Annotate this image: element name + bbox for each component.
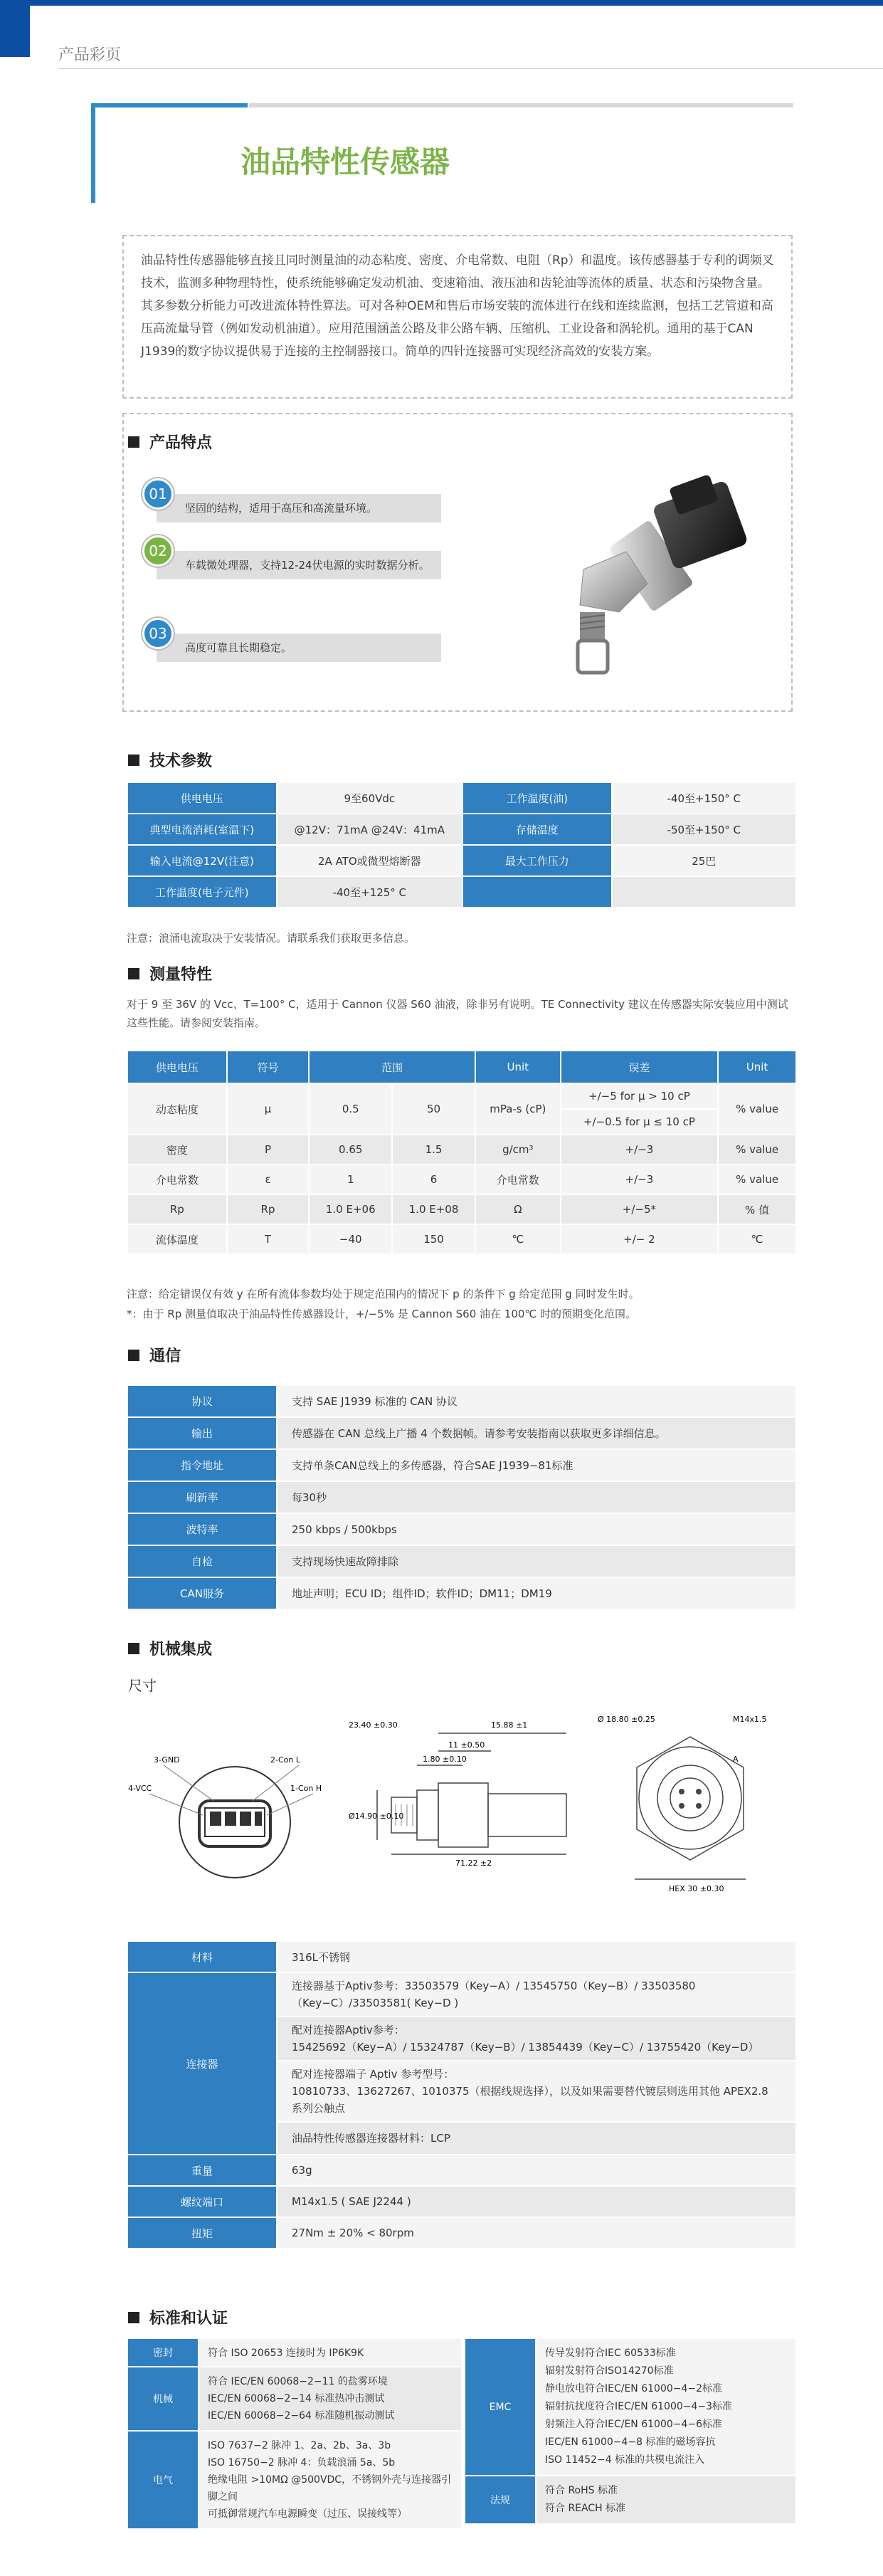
measure-symbol: T [227, 1224, 310, 1254]
comm-label: CAN服务 [127, 1577, 277, 1609]
std-line: IEC/EN 60068−2−14 标准热冲击测试 [208, 2393, 385, 2404]
measure-unit: g/cm³ [475, 1135, 561, 1165]
tech-value: 25巴 [612, 845, 796, 876]
sensor-image [541, 470, 761, 683]
measure-table [127, 1050, 797, 1255]
measure-name: Rp [127, 1194, 227, 1224]
measure-title-label: 测量特性 [149, 966, 213, 984]
feature-text: 高度可靠且长期稳定。 [157, 634, 441, 662]
connector-ref: 连接器基于Aptiv参考：33503579（Key−A）/ 13545750（Key−B）/ 33503580（Key−C）/33503581( Key−D ) [277, 1973, 795, 2017]
measure-unit: mPa-s (cP) [475, 1083, 561, 1135]
std-line: 符合 RoHS 标准 [545, 2485, 618, 2496]
comm-title [128, 1344, 181, 1366]
connector-mating [277, 2017, 795, 2061]
comm-value: 支持单条CAN总线上的多传感器，符合SAE J1939−81标准 [277, 1449, 796, 1481]
tech-label [462, 876, 612, 908]
mech-table [127, 1940, 797, 2249]
tech-value: -40至+125° C [277, 876, 462, 908]
section-bullet [128, 1350, 139, 1361]
measure-symbol: ε [227, 1165, 310, 1194]
feature-number: 03 [142, 618, 174, 649]
connector-face-drawing [128, 1723, 342, 1901]
measure-desc: 对于 9 至 36V 的 Vcc、T=100° C，适用于 Cannon 仪器 S60 油液，除非另有说明。TE Connectivity 建议在传感器实际安装应用中测试这些性能。请参阅安装指南。 [127, 998, 788, 1029]
mech-value: 316L不锈钢 [277, 1941, 796, 1972]
measure-symbol: P [227, 1135, 310, 1165]
feature-item [142, 535, 441, 599]
tech-title-label: 技术参数 [149, 752, 213, 770]
measure-max: 6 [392, 1165, 475, 1194]
std-line: 符合 REACH 标准 [545, 2503, 626, 2514]
section-bullet [128, 436, 139, 448]
comm-value: 每30秒 [277, 1481, 796, 1513]
measure-max: 150 [392, 1224, 475, 1254]
dim-label: 1.80 ±0.10 [423, 1755, 467, 1764]
measure-error-unit: % value [718, 1165, 796, 1194]
measure-min: 0.65 [309, 1135, 392, 1165]
measure-error-unit: % 值 [718, 1194, 796, 1224]
mech-label: 重量 [127, 2155, 277, 2186]
mech-label: 扭矩 [127, 2217, 277, 2249]
std-line: ISO 11452−4 标准的共模电流注入 [545, 2454, 705, 2466]
feature-item [142, 478, 441, 528]
dim-label: Ø14.90 ±0.10 [349, 1812, 404, 1821]
measure-unit: Ω [475, 1194, 561, 1224]
tech-value: 9至60Vdc [277, 782, 462, 814]
comm-table [127, 1384, 797, 1610]
std-label: 机械 [127, 2367, 199, 2431]
comm-label: 波特率 [127, 1513, 277, 1545]
pin-label: 3-GND [154, 1755, 180, 1765]
connector-terminal-refs: 10810733、13627267、1010375（根据线规选择），以及如果需要替代镀层则选用其他 APEX2.8 系列公触点 [292, 2085, 768, 2115]
tech-label: 存储温度 [462, 814, 612, 845]
std-line: IEC/EN 61000−4−8 标准的磁场容抗 [545, 2436, 716, 2448]
mech-label: 螺纹端口 [127, 2186, 277, 2217]
measure-min: 0.5 [309, 1083, 392, 1135]
comm-value: 250 kbps / 500kbps [277, 1513, 796, 1545]
mech-title-label: 机械集成 [149, 1641, 213, 1658]
measure-error-unit: ℃ [718, 1224, 796, 1254]
std-line: 符合 IEC/EN 60068−2−11 的盐雾环境 [208, 2376, 388, 2387]
measure-note-1: 注意：给定错误仅有效 y 在所有流体参数均处于规定范围内的情况下 p 的条件下 g 给定范围 g 同时发生时。 [127, 1288, 640, 1300]
measure-error: +/−0.5 for μ ≤ 10 cP [561, 1109, 718, 1135]
mech-value: 27Nm ± 20% < 80rpm [277, 2217, 796, 2249]
std-line: 可抵御常规汽车电源瞬变（过压、误接线等） [208, 2508, 407, 2520]
measure-name: 流体温度 [127, 1224, 227, 1254]
section-bullet [128, 755, 139, 766]
std-table-right [464, 2338, 797, 2525]
end-view-drawing [591, 1712, 797, 1918]
mech-value: M14x1.5 ( SAE J2244 ) [277, 2186, 796, 2217]
std-label: 法规 [465, 2476, 536, 2524]
tech-label: 最大工作压力 [462, 845, 612, 876]
tech-table [127, 782, 797, 908]
tech-value: @12V：71mA @24V：41mA [277, 814, 462, 845]
measure-symbol: μ [227, 1083, 310, 1135]
measure-title [128, 962, 212, 984]
comm-label: 自检 [127, 1545, 277, 1577]
connector-mating-title: 配对连接器Aptiv参考： [292, 2024, 405, 2036]
measure-unit: ℃ [475, 1224, 561, 1254]
std-value [199, 2367, 462, 2431]
dim-label: A [733, 1755, 739, 1764]
comm-value: 支持现场快速故障排除 [277, 1545, 796, 1577]
std-line: IEC/EN 60068−2−64 标准随机振动测试 [208, 2410, 395, 2422]
dim-label: M14x1.5 [733, 1715, 767, 1724]
tech-note: 注意：浪涌电流取决于安装情况。请联系我们获取更多信息。 [127, 932, 416, 945]
std-value [199, 2431, 462, 2529]
header-corner [0, 0, 30, 57]
section-bullet [128, 1643, 139, 1654]
measure-header: Unit [475, 1051, 561, 1083]
mech-title [128, 1637, 212, 1659]
measure-min: 1 [309, 1165, 392, 1194]
measure-error-unit: % value [718, 1135, 796, 1165]
header-bar [0, 0, 883, 6]
dim-label: 23.40 ±0.30 [349, 1720, 398, 1730]
std-line: 辐射抗扰度符合IEC/EN 61000−4−3标准 [545, 2401, 733, 2412]
mech-connector-cell [277, 1972, 796, 2155]
tech-label: 供电电压 [127, 782, 277, 814]
features-title [128, 431, 212, 453]
measure-name: 密度 [127, 1135, 227, 1165]
page-title: 油品特性传感器 [235, 139, 455, 182]
measure-error-unit: % value [718, 1083, 796, 1135]
dim-label: 71.22 ±2 [455, 1859, 492, 1868]
connector-terminal-title: 配对连接器端子 Aptiv 参考型号： [292, 2068, 455, 2081]
mech-subtitle: 尺寸 [128, 1677, 157, 1694]
connector-terminal [277, 2061, 795, 2123]
comm-value: 支持 SAE J1939 标准的 CAN 协议 [277, 1385, 796, 1417]
side-view-drawing [349, 1712, 605, 1911]
comm-title-label: 通信 [149, 1347, 181, 1365]
measure-name: 动态粘度 [127, 1083, 227, 1135]
mech-value: 63g [277, 2155, 796, 2186]
tech-label: 输入电流@12V(注意) [127, 845, 277, 876]
std-line: 射频注入符合IEC/EN 61000−4−6标准 [545, 2419, 723, 2430]
feature-text: 坚固的结构，适用于高压和高流量环境。 [157, 494, 441, 522]
measure-header: Unit [718, 1051, 796, 1083]
dim-label: HEX 30 ±0.30 [669, 1884, 724, 1893]
mech-label: 材料 [127, 1941, 277, 1972]
measure-unit: 介电常数 [475, 1165, 561, 1194]
title-rule [249, 103, 793, 107]
features-title-label: 产品特点 [149, 434, 213, 452]
measure-error: +/−3 [561, 1165, 718, 1194]
comm-label: 指令地址 [127, 1449, 277, 1481]
measure-max: 1.0 E+08 [392, 1194, 475, 1224]
dim-label: 11 ±0.50 [448, 1740, 485, 1750]
std-line: 静电放电符合IEC/EN 61000−4−2标准 [545, 2383, 723, 2394]
feature-text: 车载微处理器，支持12-24伏电源的实时数据分析。 [157, 551, 441, 579]
std-value [199, 2338, 462, 2367]
dim-label: 15.88 ±1 [491, 1720, 528, 1730]
measure-note-2: *：由于 Rp 测量值取决于油品特性传感器设计，+/−5% 是 Cannon S60 油在 100℃ 时的预期变化范围。 [127, 1308, 637, 1320]
measure-header: 范围 [309, 1051, 475, 1083]
feature-number: 02 [142, 535, 174, 567]
section-bullet [128, 968, 139, 979]
tech-label: 工作温度(油) [462, 782, 612, 814]
measure-name: 介电常数 [127, 1165, 227, 1194]
measure-error: +/− 2 [561, 1224, 718, 1254]
std-line: ISO 16750−2 脉冲 4：负载浪涌 5a、5b [208, 2457, 396, 2469]
comm-value: 传感器在 CAN 总线上广播 4 个数据帧。请参考安装指南以获取更多详细信息。 [277, 1417, 796, 1449]
measure-min: 1.0 E+06 [309, 1194, 392, 1224]
std-value [536, 2338, 796, 2476]
measure-header: 符号 [227, 1051, 310, 1083]
tech-label: 工作温度(电子元件) [127, 876, 277, 908]
std-label: 密封 [127, 2338, 199, 2367]
connector-mating-refs: 15425692（Key−A）/ 15324787（Key−B）/ 13854439（Key−C）/ 13755420（Key−D） [292, 2041, 759, 2054]
tech-label: 典型电流消耗(室温下) [127, 814, 277, 845]
tech-value: -50至+150° C [612, 814, 796, 845]
pin-label: 2-Con L [270, 1755, 300, 1765]
std-line: 辐射发射符合ISO14270标准 [545, 2365, 674, 2377]
tech-value [612, 876, 796, 908]
comm-label: 协议 [127, 1385, 277, 1417]
measure-max: 50 [392, 1083, 475, 1135]
comm-value: 地址声明；ECU ID；组件ID；软件ID；DM11；DM19 [277, 1577, 796, 1609]
connector-material: 油品特性传感器连接器材料：LCP [277, 2123, 795, 2154]
dim-label: Ø 18.80 ±0.25 [598, 1715, 655, 1724]
std-line: 符合 ISO 20653 连接时为 IP6K9K [208, 2348, 364, 2359]
header-divider [58, 68, 883, 69]
section-bullet [128, 2312, 139, 2323]
std-title-label: 标准和认证 [149, 2310, 228, 2328]
measure-max: 1.5 [392, 1135, 475, 1165]
std-line: 传导发射符合IEC 60533标准 [545, 2348, 676, 2359]
std-label: 电气 [127, 2431, 199, 2529]
feature-item [142, 618, 441, 668]
tech-value: -40至+150° C [612, 782, 796, 814]
comm-label: 输出 [127, 1417, 277, 1449]
feature-number: 01 [142, 478, 174, 510]
title-frame [91, 103, 248, 203]
comm-label: 刷新率 [127, 1481, 277, 1513]
measure-error: +/−3 [561, 1135, 718, 1165]
std-table-left [127, 2338, 462, 2530]
measure-min: −40 [309, 1224, 392, 1254]
std-line: ISO 7637−2 脉冲 1、2a、2b、3a、3b [208, 2440, 391, 2451]
measure-symbol: Rp [227, 1194, 310, 1224]
mech-label: 连接器 [127, 1972, 277, 2155]
std-value [536, 2476, 796, 2524]
std-title [128, 2306, 228, 2328]
intro-text: 油品特性传感器能够直接且同时测量油的动态粘度、密度、介电常数、电阻（Rp）和温度。该传感器基于专利的调频叉技术，监测多种物理特性，使系统能够确定发动机油、变速箱油、液压油和齿轮油等流体的质量、状态和污染物含量。其多参数分析能力可改进流体特性算法。可对各种OEM和售后市场安装的流体进行在线和连续监测，包括工艺管道和高压高流量导管（例如发动机油道）。应用范围涵盖公路及非公路车辆、压缩机、工业设备和涡轮机。通用的基于CAN J1939的数字协议提供易于连接的主控制器接口。简单的四针连接器可实现经济高效的安装方案。 [122, 235, 793, 399]
pin-label: 4-VCC [128, 1784, 152, 1793]
pin-label: 1-Con H [290, 1784, 322, 1793]
measure-error: +/−5* [561, 1194, 718, 1224]
tech-title [128, 749, 212, 771]
std-line: 绝缘电阻 >10MΩ @500VDC，不锈钢外壳与连接器引脚之间 [208, 2474, 452, 2503]
header-label: 产品彩页 [58, 46, 122, 64]
measure-header: 误差 [561, 1051, 718, 1083]
tech-value: 2A ATO或微型熔断器 [277, 845, 462, 876]
measure-error: +/−5 for μ > 10 cP [561, 1083, 718, 1109]
measure-header: 供电电压 [127, 1051, 227, 1083]
std-label: EMC [465, 2338, 536, 2476]
